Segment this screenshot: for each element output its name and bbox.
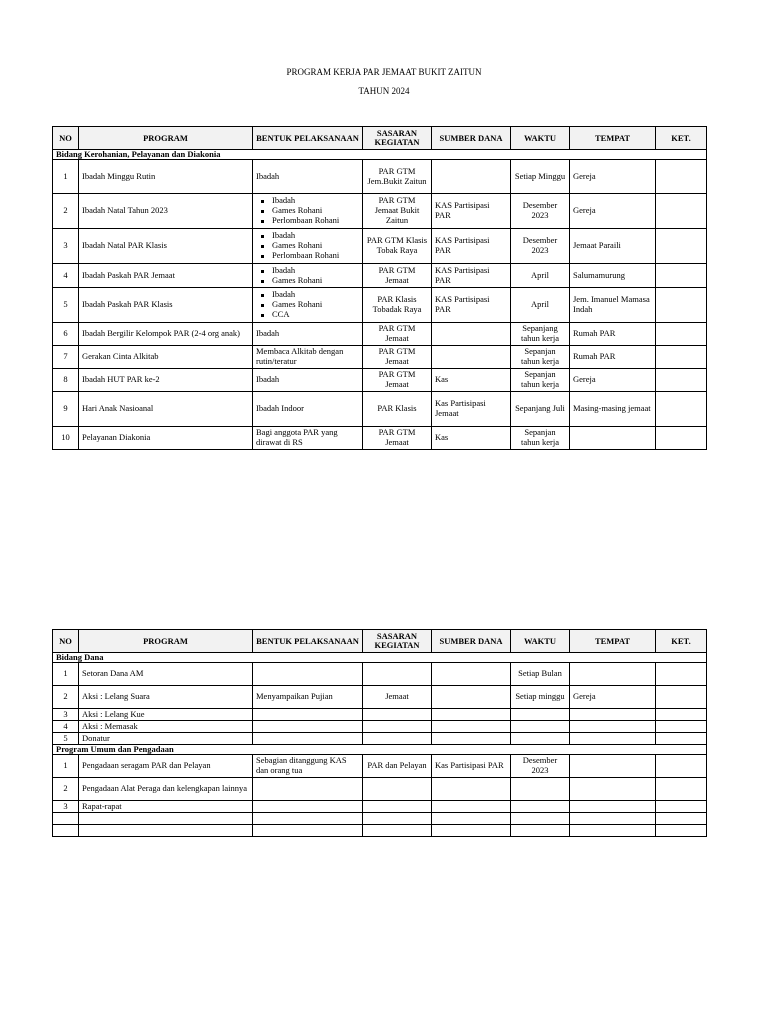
cell-program: Gerakan Cinta Alkitab: [79, 346, 253, 369]
cell-sumber: KAS Partisipasi PAR: [432, 229, 511, 264]
cell-program: Aksi : Lelang Kue: [79, 709, 253, 721]
cell-program: Donatur: [79, 733, 253, 745]
cell-no: 4: [53, 264, 79, 288]
table-row: [53, 369, 707, 392]
section-row: [53, 745, 707, 755]
cell-waktu: April: [511, 264, 570, 288]
header-sumber: SUMBER DANA: [432, 127, 511, 150]
table-row: [53, 755, 707, 778]
cell-program: Rapat-rapat: [79, 801, 253, 813]
cell-waktu: [511, 733, 570, 745]
bullet-item: Ibadah: [272, 196, 359, 206]
cell-ket: [656, 686, 707, 709]
cell-sasaran: PAR GTM Jem.Bukit Zaitun: [363, 160, 432, 194]
cell-waktu: Desember 2023: [511, 194, 570, 229]
cell-waktu: Desember 2023: [511, 755, 570, 778]
cell-bentuk: [253, 709, 363, 721]
header-tempat: TEMPAT: [570, 630, 656, 653]
table-row: [53, 288, 707, 323]
cell-bentuk: [253, 721, 363, 733]
cell-sumber: [432, 346, 511, 369]
header-ket: KET.: [656, 630, 707, 653]
cell-sasaran: PAR Klasis: [363, 392, 432, 427]
cell-ket: [656, 427, 707, 450]
cell-program: Ibadah Natal Tahun 2023: [79, 194, 253, 229]
table-row: [53, 194, 707, 229]
cell-waktu: [511, 709, 570, 721]
bullet-item: Ibadah: [272, 231, 359, 241]
cell-no: [53, 825, 79, 837]
cell-bentuk: [253, 194, 363, 229]
cell-program: Hari Anak Nasioanal: [79, 392, 253, 427]
cell-program: [79, 813, 253, 825]
cell-ket: [656, 733, 707, 745]
table-header-row: [53, 127, 707, 150]
cell-sumber: [432, 160, 511, 194]
cell-waktu: April: [511, 288, 570, 323]
cell-ket: [656, 288, 707, 323]
cell-program: Setoran Dana AM: [79, 663, 253, 686]
cell-waktu: Sepanjan tahun kerja: [511, 346, 570, 369]
cell-no: 3: [53, 229, 79, 264]
header-bentuk: BENTUK PELAKSANAAN: [253, 127, 363, 150]
table-row: [53, 721, 707, 733]
cell-ket: [656, 825, 707, 837]
cell-bentuk: [253, 801, 363, 813]
cell-ket: [656, 323, 707, 346]
cell-sumber: [432, 323, 511, 346]
cell-tempat: [570, 733, 656, 745]
cell-program: Ibadah Minggu Rutin: [79, 160, 253, 194]
cell-program: Aksi : Lelang Suara: [79, 686, 253, 709]
header-tempat: TEMPAT: [570, 127, 656, 150]
cell-sasaran: [363, 721, 432, 733]
cell-waktu: Sepanjan tahun kerja: [511, 369, 570, 392]
document-year: TAHUN 2024: [358, 86, 410, 96]
cell-tempat: Gereja: [570, 686, 656, 709]
cell-sasaran: PAR Klasis Tobadak Raya: [363, 288, 432, 323]
cell-waktu: Sepanjan tahun kerja: [511, 427, 570, 450]
cell-sasaran: [363, 813, 432, 825]
cell-sasaran: PAR GTM Jemaat: [363, 427, 432, 450]
bullet-list: [256, 196, 359, 225]
cell-bentuk: Ibadah: [253, 160, 363, 194]
cell-tempat: Salumamurung: [570, 264, 656, 288]
cell-sumber: Kas: [432, 369, 511, 392]
cell-waktu: Setiap Bulan: [511, 663, 570, 686]
header-sasaran: SASARAN KEGIATAN: [363, 630, 432, 653]
cell-sumber: KAS Partisipasi PAR: [432, 194, 511, 229]
cell-sasaran: [363, 801, 432, 813]
cell-sumber: [432, 801, 511, 813]
cell-waktu: Sepanjang Juli: [511, 392, 570, 427]
table-row: [53, 686, 707, 709]
cell-program: Pengadaan Alat Peraga dan kelengkapan lainnya: [79, 778, 253, 801]
cell-bentuk: [253, 733, 363, 745]
cell-bentuk: Sebagian ditanggung KAS dan orang tua: [253, 755, 363, 778]
header-no: NO: [53, 127, 79, 150]
cell-waktu: [511, 801, 570, 813]
cell-no: 10: [53, 427, 79, 450]
cell-ket: [656, 392, 707, 427]
cell-bentuk: Ibadah Indoor: [253, 392, 363, 427]
cell-ket: [656, 663, 707, 686]
table-row: [53, 160, 707, 194]
cell-bentuk: Ibadah: [253, 369, 363, 392]
cell-tempat: [570, 663, 656, 686]
cell-waktu: Setiap Minggu: [511, 160, 570, 194]
cell-no: 5: [53, 733, 79, 745]
cell-no: 2: [53, 194, 79, 229]
program-table-dana: [52, 629, 707, 837]
cell-bentuk: [253, 229, 363, 264]
header-program: PROGRAM: [79, 630, 253, 653]
cell-bentuk: [253, 825, 363, 837]
cell-no: [53, 813, 79, 825]
cell-sumber: Kas: [432, 427, 511, 450]
program-table-kerohanian: [52, 126, 707, 450]
cell-ket: [656, 229, 707, 264]
table-row: [53, 323, 707, 346]
cell-sumber: [432, 778, 511, 801]
cell-tempat: Rumah PAR: [570, 346, 656, 369]
header-sasaran: SASARAN KEGIATAN: [363, 127, 432, 150]
cell-tempat: [570, 755, 656, 778]
table-row: [53, 778, 707, 801]
cell-program: Pelayanan Diakonia: [79, 427, 253, 450]
cell-sasaran: [363, 778, 432, 801]
bullet-item: Ibadah: [272, 290, 359, 300]
table-row: [53, 346, 707, 369]
cell-ket: [656, 194, 707, 229]
cell-bentuk: [253, 663, 363, 686]
cell-ket: [656, 813, 707, 825]
cell-no: 2: [53, 778, 79, 801]
cell-program: Pengadaan seragam PAR dan Pelayan: [79, 755, 253, 778]
bullet-item: Ibadah: [272, 266, 359, 276]
cell-no: 7: [53, 346, 79, 369]
cell-tempat: [570, 721, 656, 733]
cell-sumber: [432, 663, 511, 686]
cell-program: Ibadah Natal PAR Klasis: [79, 229, 253, 264]
section-row: [53, 653, 707, 663]
bullet-list: [256, 266, 359, 286]
cell-sasaran: PAR GTM Jemaat: [363, 264, 432, 288]
cell-bentuk: [253, 264, 363, 288]
cell-no: 8: [53, 369, 79, 392]
cell-sasaran: PAR GTM Jemaat: [363, 346, 432, 369]
header-waktu: WAKTU: [511, 630, 570, 653]
cell-tempat: [570, 813, 656, 825]
header-program: PROGRAM: [79, 127, 253, 150]
cell-waktu: [511, 778, 570, 801]
cell-bentuk: Membaca Alkitab dengan rutin/teratur: [253, 346, 363, 369]
cell-no: 6: [53, 323, 79, 346]
table-row: [53, 801, 707, 813]
header-waktu: WAKTU: [511, 127, 570, 150]
table-row: [53, 663, 707, 686]
document-title: PROGRAM KERJA PAR JEMAAT BUKIT ZAITUN: [286, 67, 482, 77]
section-title: Bidang Dana: [53, 653, 707, 663]
cell-bentuk: Menyampaikan Pujian: [253, 686, 363, 709]
cell-ket: [656, 709, 707, 721]
cell-no: 9: [53, 392, 79, 427]
bullet-list: [256, 231, 359, 260]
cell-ket: [656, 755, 707, 778]
header-no: NO: [53, 630, 79, 653]
table-row: [53, 709, 707, 721]
cell-ket: [656, 346, 707, 369]
bullet-item: Games Rohani: [272, 206, 359, 216]
cell-waktu: [511, 813, 570, 825]
header-bentuk: BENTUK PELAKSANAAN: [253, 630, 363, 653]
cell-sumber: KAS Partisipasi PAR: [432, 264, 511, 288]
cell-program: Ibadah HUT PAR ke-2: [79, 369, 253, 392]
cell-ket: [656, 264, 707, 288]
cell-waktu: Desember 2023: [511, 229, 570, 264]
table-row: [53, 813, 707, 825]
cell-waktu: [511, 721, 570, 733]
cell-bentuk: Ibadah: [253, 323, 363, 346]
cell-ket: [656, 778, 707, 801]
cell-tempat: [570, 801, 656, 813]
table-row: [53, 392, 707, 427]
cell-bentuk: [253, 813, 363, 825]
cell-sumber: [432, 813, 511, 825]
cell-sumber: KAS Partisipasi PAR: [432, 288, 511, 323]
cell-sasaran: PAR GTM Klasis Tobak Raya: [363, 229, 432, 264]
section-title: Bidang Kerohanian, Pelayanan dan Diakonia: [53, 150, 707, 160]
cell-no: 2: [53, 686, 79, 709]
cell-no: 1: [53, 755, 79, 778]
cell-tempat: [570, 825, 656, 837]
cell-no: 4: [53, 721, 79, 733]
table-row: [53, 733, 707, 745]
cell-tempat: Jem. Imanuel Mamasa Indah: [570, 288, 656, 323]
table-row: [53, 229, 707, 264]
cell-sasaran: PAR GTM Jemaat: [363, 369, 432, 392]
cell-sasaran: PAR GTM Jemaat: [363, 323, 432, 346]
cell-tempat: Gereja: [570, 369, 656, 392]
cell-sasaran: [363, 663, 432, 686]
cell-sasaran: PAR dan Pelayan: [363, 755, 432, 778]
cell-sumber: [432, 721, 511, 733]
cell-program: Ibadah Bergilir Kelompok PAR (2-4 org anak): [79, 323, 253, 346]
cell-tempat: [570, 778, 656, 801]
cell-no: 3: [53, 709, 79, 721]
table-row: [53, 264, 707, 288]
cell-ket: [656, 721, 707, 733]
cell-sumber: [432, 733, 511, 745]
cell-tempat: Jemaat Paraili: [570, 229, 656, 264]
cell-bentuk: [253, 288, 363, 323]
cell-sumber: Kas Partisipasi PAR: [432, 755, 511, 778]
bullet-item: Games Rohani: [272, 300, 359, 310]
header-sumber: SUMBER DANA: [432, 630, 511, 653]
cell-bentuk: Bagi anggota PAR yang dirawat di RS: [253, 427, 363, 450]
cell-tempat: [570, 427, 656, 450]
cell-no: 5: [53, 288, 79, 323]
bullet-item: Perlombaan Rohani: [272, 216, 359, 226]
cell-sasaran: [363, 733, 432, 745]
cell-sumber: [432, 686, 511, 709]
cell-no: 3: [53, 801, 79, 813]
cell-tempat: [570, 709, 656, 721]
header-ket: KET.: [656, 127, 707, 150]
section-row: [53, 150, 707, 160]
cell-sumber: Kas Partisipasi Jemaat: [432, 392, 511, 427]
cell-no: 1: [53, 160, 79, 194]
cell-ket: [656, 369, 707, 392]
cell-tempat: Masing-masing jemaat: [570, 392, 656, 427]
bullet-list: [256, 290, 359, 319]
cell-program: Ibadah Paskah PAR Jemaat: [79, 264, 253, 288]
cell-waktu: [511, 825, 570, 837]
cell-waktu: Sepanjang tahun kerja: [511, 323, 570, 346]
cell-ket: [656, 160, 707, 194]
table-row: [53, 825, 707, 837]
cell-tempat: Gereja: [570, 194, 656, 229]
cell-sumber: [432, 825, 511, 837]
bullet-item: Games Rohani: [272, 241, 359, 251]
cell-sasaran: [363, 825, 432, 837]
bullet-item: Perlombaan Rohani: [272, 251, 359, 261]
cell-ket: [656, 801, 707, 813]
cell-no: 1: [53, 663, 79, 686]
cell-sasaran: [363, 709, 432, 721]
cell-tempat: Gereja: [570, 160, 656, 194]
cell-tempat: Rumah PAR: [570, 323, 656, 346]
cell-program: Aksi : Memasak: [79, 721, 253, 733]
cell-program: [79, 825, 253, 837]
cell-sumber: [432, 709, 511, 721]
table-row: [53, 427, 707, 450]
bullet-item: CCA: [272, 310, 359, 320]
cell-sasaran: PAR GTM Jemaat Bukit Zaitun: [363, 194, 432, 229]
bullet-item: Games Rohani: [272, 276, 359, 286]
section-title: Program Umum dan Pengadaan: [53, 745, 707, 755]
table-header-row: [53, 630, 707, 653]
cell-sasaran: Jemaat: [363, 686, 432, 709]
cell-program: Ibadah Paskah PAR Klasis: [79, 288, 253, 323]
cell-waktu: Setiap minggu: [511, 686, 570, 709]
cell-bentuk: [253, 778, 363, 801]
